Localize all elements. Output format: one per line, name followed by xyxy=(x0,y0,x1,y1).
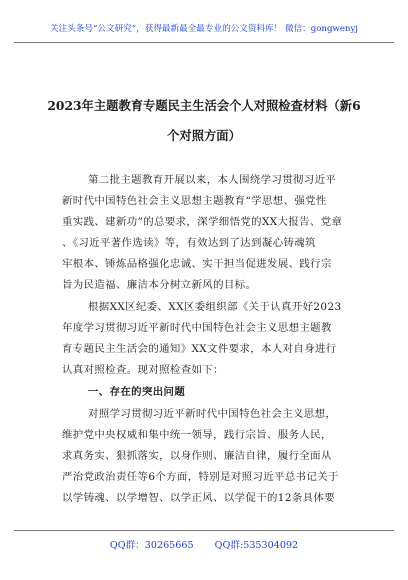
header-divider xyxy=(14,42,394,43)
footer-qq-group-1: QQ群：30265665 xyxy=(109,540,194,551)
paragraph-line: 、《习近平著作选读》等，有效达到了达到凝心铸魂筑 xyxy=(62,237,316,249)
document-title-line-1: 2023年主题教育专题民主生活会个人对照检查材料（新6 xyxy=(47,98,361,113)
paragraph-line: 旨为民造福、廉洁本分树立新风的目标。 xyxy=(62,279,257,291)
paragraph-line: 第二批主题教育开展以来，本人围绕学习贯彻习近平 xyxy=(88,174,337,186)
footer-qq-group-2: QQ群:535304092 xyxy=(214,540,299,551)
paragraph-line: 育专题民主生活会的通知》XX文件要求，本人对自身进行 xyxy=(62,343,337,355)
paragraph-line: 牢根本、锤炼品格强化忠诚、实干担当促进发展、践行宗 xyxy=(62,258,332,270)
header-banner: 关注头条号“公文研究”，获得最新最全最专业的公文资料库！ 微信：gongwenyj xyxy=(50,24,358,34)
section-1-heading: 一、存在的突出问题 xyxy=(88,386,186,398)
paragraph-line: 认真对照检查。现对照检查如下： xyxy=(62,364,224,376)
paragraph-line: 根据XX区纪委、XX区委组织部《关于认真开好2023 xyxy=(88,301,342,313)
paragraph-line: 新时代中国特色社会主义思想主题教育“学思想、强党性 xyxy=(62,195,327,207)
paragraph-line: 重实践、建新功”的总要求，深学细悟党的XX大报告、党章 xyxy=(62,216,343,228)
paragraph-line: 求真务实、狠抓落实，以身作则、廉洁自律，履行全面从 xyxy=(62,450,332,462)
footer xyxy=(0,537,408,551)
paragraph-line: 以学铸魂、以学增智、以学正风、以学促干的12条具体要 xyxy=(62,492,335,504)
paragraph-line: 年度学习贯彻习近平新时代中国特色社会主义思想主题教 xyxy=(62,322,332,334)
paragraph-line: 维护党中央权威和集中统一领导，践行宗旨、服务人民， xyxy=(62,429,332,441)
paragraph-line: 对照学习贯彻习近平新时代中国特色社会主义思想， xyxy=(88,408,337,420)
paragraph-line: 严治党政治责任等6个方面，特别是对照习近平总书记关于 xyxy=(62,471,339,483)
document-title-line-2: 个对照方面） xyxy=(167,128,241,143)
footer-divider xyxy=(14,530,394,531)
